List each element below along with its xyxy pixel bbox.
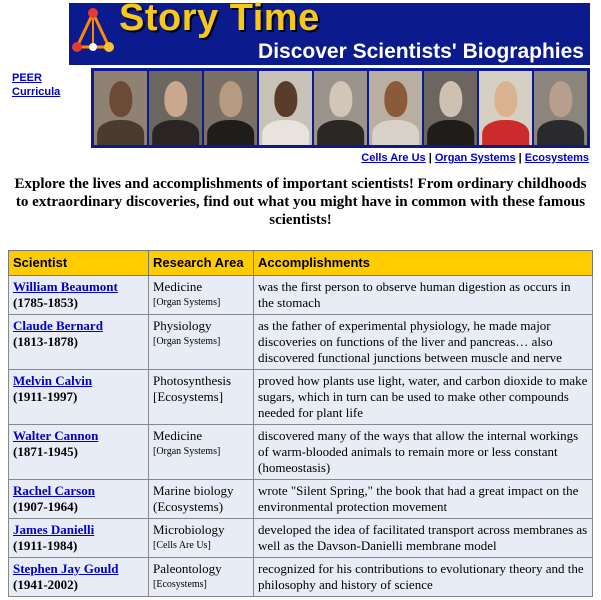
research-area: Medicine	[153, 279, 203, 294]
portrait-body	[152, 120, 200, 145]
scientist-portrait-photo-9	[534, 71, 587, 145]
banner-subtitle: Discover Scientists' Biographies	[258, 40, 584, 63]
portrait-body	[207, 120, 255, 145]
table-row	[9, 480, 593, 519]
scientist-cell	[9, 519, 149, 558]
research-area-cell	[149, 276, 254, 315]
table-row	[9, 425, 593, 480]
portrait-head	[549, 81, 572, 117]
accomplishments-cell: was the first person to observe human digestion as occurs in the stomach	[254, 276, 593, 315]
portrait-body	[317, 120, 365, 145]
scientist-years: (1941-2002)	[13, 577, 78, 592]
scientist-years: (1813-1878)	[13, 334, 78, 349]
portrait-body	[372, 120, 420, 145]
scientist-portrait-photo-4	[259, 71, 312, 145]
atom-logo-icon	[69, 3, 117, 65]
table-row	[9, 276, 593, 315]
research-area-cell	[149, 558, 254, 597]
table-header-row	[9, 251, 593, 276]
topic-tag: [Ecosystems]	[153, 389, 224, 404]
header-scientist: Scientist	[9, 251, 149, 276]
scientist-years: (1911-1984)	[13, 538, 78, 553]
portrait-head	[219, 81, 242, 117]
scientist-years: (1785-1853)	[13, 295, 78, 310]
topic-tag: [Cells Are Us]	[153, 540, 211, 551]
portrait-body	[482, 120, 530, 145]
peer-curricula-link[interactable]	[12, 71, 60, 99]
portrait-head	[274, 81, 297, 117]
portrait-body	[427, 120, 475, 145]
header-research-area: Research Area	[149, 251, 254, 276]
accomplishments-cell: wrote "Silent Spring," the book that had a great impact on the environmental protection movement	[254, 480, 593, 519]
research-area-cell	[149, 519, 254, 558]
scientist-years: (1907-1964)	[13, 499, 78, 514]
topic-tag: [Organ Systems]	[153, 336, 221, 347]
scientist-portrait-photo-3	[204, 71, 257, 145]
research-area-cell	[149, 425, 254, 480]
portrait-body	[537, 120, 585, 145]
scientist-cell	[9, 425, 149, 480]
accomplishments-cell: developed the idea of facilitated transport across membranes as well as the Davson-Danielli membrane model	[254, 519, 593, 558]
portrait-body	[97, 120, 145, 145]
accomplishments-cell: discovered many of the ways that allow the internal workings of warm-blooded animals to remain more or less constant (homeostasis)	[254, 425, 593, 480]
scientist-portrait-photo-2	[149, 71, 202, 145]
research-area: Paleontology	[153, 561, 222, 576]
topic-tag: [Organ Systems]	[153, 297, 221, 308]
research-area: Medicine	[153, 428, 203, 443]
scientist-cell	[9, 480, 149, 519]
scientist-name-link[interactable]: Melvin Calvin	[13, 373, 93, 388]
accomplishments-cell: proved how plants use light, water, and carbon dioxide to make sugars, which in turn can be used to make other compounds needed for plant life	[254, 370, 593, 425]
intro-text: Explore the lives and accomplishments of important scientists! From ordinary childhoods to extraordinary discoveries, find out what you might have in common with these famous scientists!	[14, 176, 587, 228]
peer-link-line2[interactable]: Curricula	[12, 86, 61, 98]
research-area-cell	[149, 480, 254, 519]
research-area: Physiology	[153, 318, 212, 333]
portrait-head	[109, 81, 132, 117]
scientist-portrait-photo-8	[479, 71, 532, 145]
scientist-portrait-photo-5	[314, 71, 367, 145]
peer-link-line1[interactable]: PEER	[12, 72, 42, 84]
portrait-body	[262, 120, 310, 145]
site-banner	[69, 0, 590, 65]
topic-tag: [Organ Systems]	[153, 446, 221, 457]
scientists-table	[8, 250, 593, 597]
scientist-name-link[interactable]: William Beaumont	[13, 279, 118, 294]
scientist-cell	[9, 276, 149, 315]
scientist-name-link[interactable]: Claude Bernard	[13, 318, 103, 333]
portrait-head	[494, 81, 517, 117]
research-area: Microbiology	[153, 522, 225, 537]
scientist-years: (1871-1945)	[13, 444, 78, 459]
topic-tag: [Ecosystems]	[153, 579, 207, 590]
scientist-name-link[interactable]: Walter Cannon	[13, 428, 99, 443]
research-area-cell	[149, 370, 254, 425]
scientist-cell	[9, 315, 149, 370]
scientist-years: (1911-1997)	[13, 389, 78, 404]
research-area-cell	[149, 315, 254, 370]
table-row	[9, 315, 593, 370]
scientist-portrait-photo-6	[369, 71, 422, 145]
portrait-head	[329, 81, 352, 117]
scientist-name-link[interactable]: Stephen Jay Gould	[13, 561, 119, 576]
research-area: Photosynthesis	[153, 373, 232, 388]
scientist-name-link[interactable]: James Danielli	[13, 522, 95, 537]
topic-links	[361, 152, 589, 164]
scientist-portrait-photo-1	[94, 71, 147, 145]
header-accomplishments: Accomplishments	[254, 251, 593, 276]
cells-are-us-link[interactable]: Cells Are Us	[361, 152, 426, 164]
table-row	[9, 519, 593, 558]
research-area: Marine biology	[153, 483, 234, 498]
table-row	[9, 558, 593, 597]
table-row	[9, 370, 593, 425]
banner-title: Story Time	[119, 0, 320, 39]
accomplishments-cell: as the father of experimental physiology, he made major discoveries on functions of the liver and pancreas… also discovered functional junctions between muscle and nerve	[254, 315, 593, 370]
organ-systems-link[interactable]: Organ Systems	[434, 152, 516, 164]
scientist-photo-strip	[91, 68, 590, 148]
portrait-head	[439, 81, 462, 117]
scientist-cell	[9, 558, 149, 597]
scientist-portrait-photo-7	[424, 71, 477, 145]
topic-separator: |	[518, 152, 522, 164]
scientist-cell	[9, 370, 149, 425]
scientist-name-link[interactable]: Rachel Carson	[13, 483, 95, 498]
portrait-head	[384, 81, 407, 117]
accomplishments-cell: recognized for his contributions to evolutionary theory and the philosophy and history of science	[254, 558, 593, 597]
ecosystems-link[interactable]: Ecosystems	[524, 152, 589, 164]
topic-tag: (Ecosystems)	[153, 499, 224, 514]
topic-separator: |	[428, 152, 432, 164]
portrait-head	[164, 81, 187, 117]
